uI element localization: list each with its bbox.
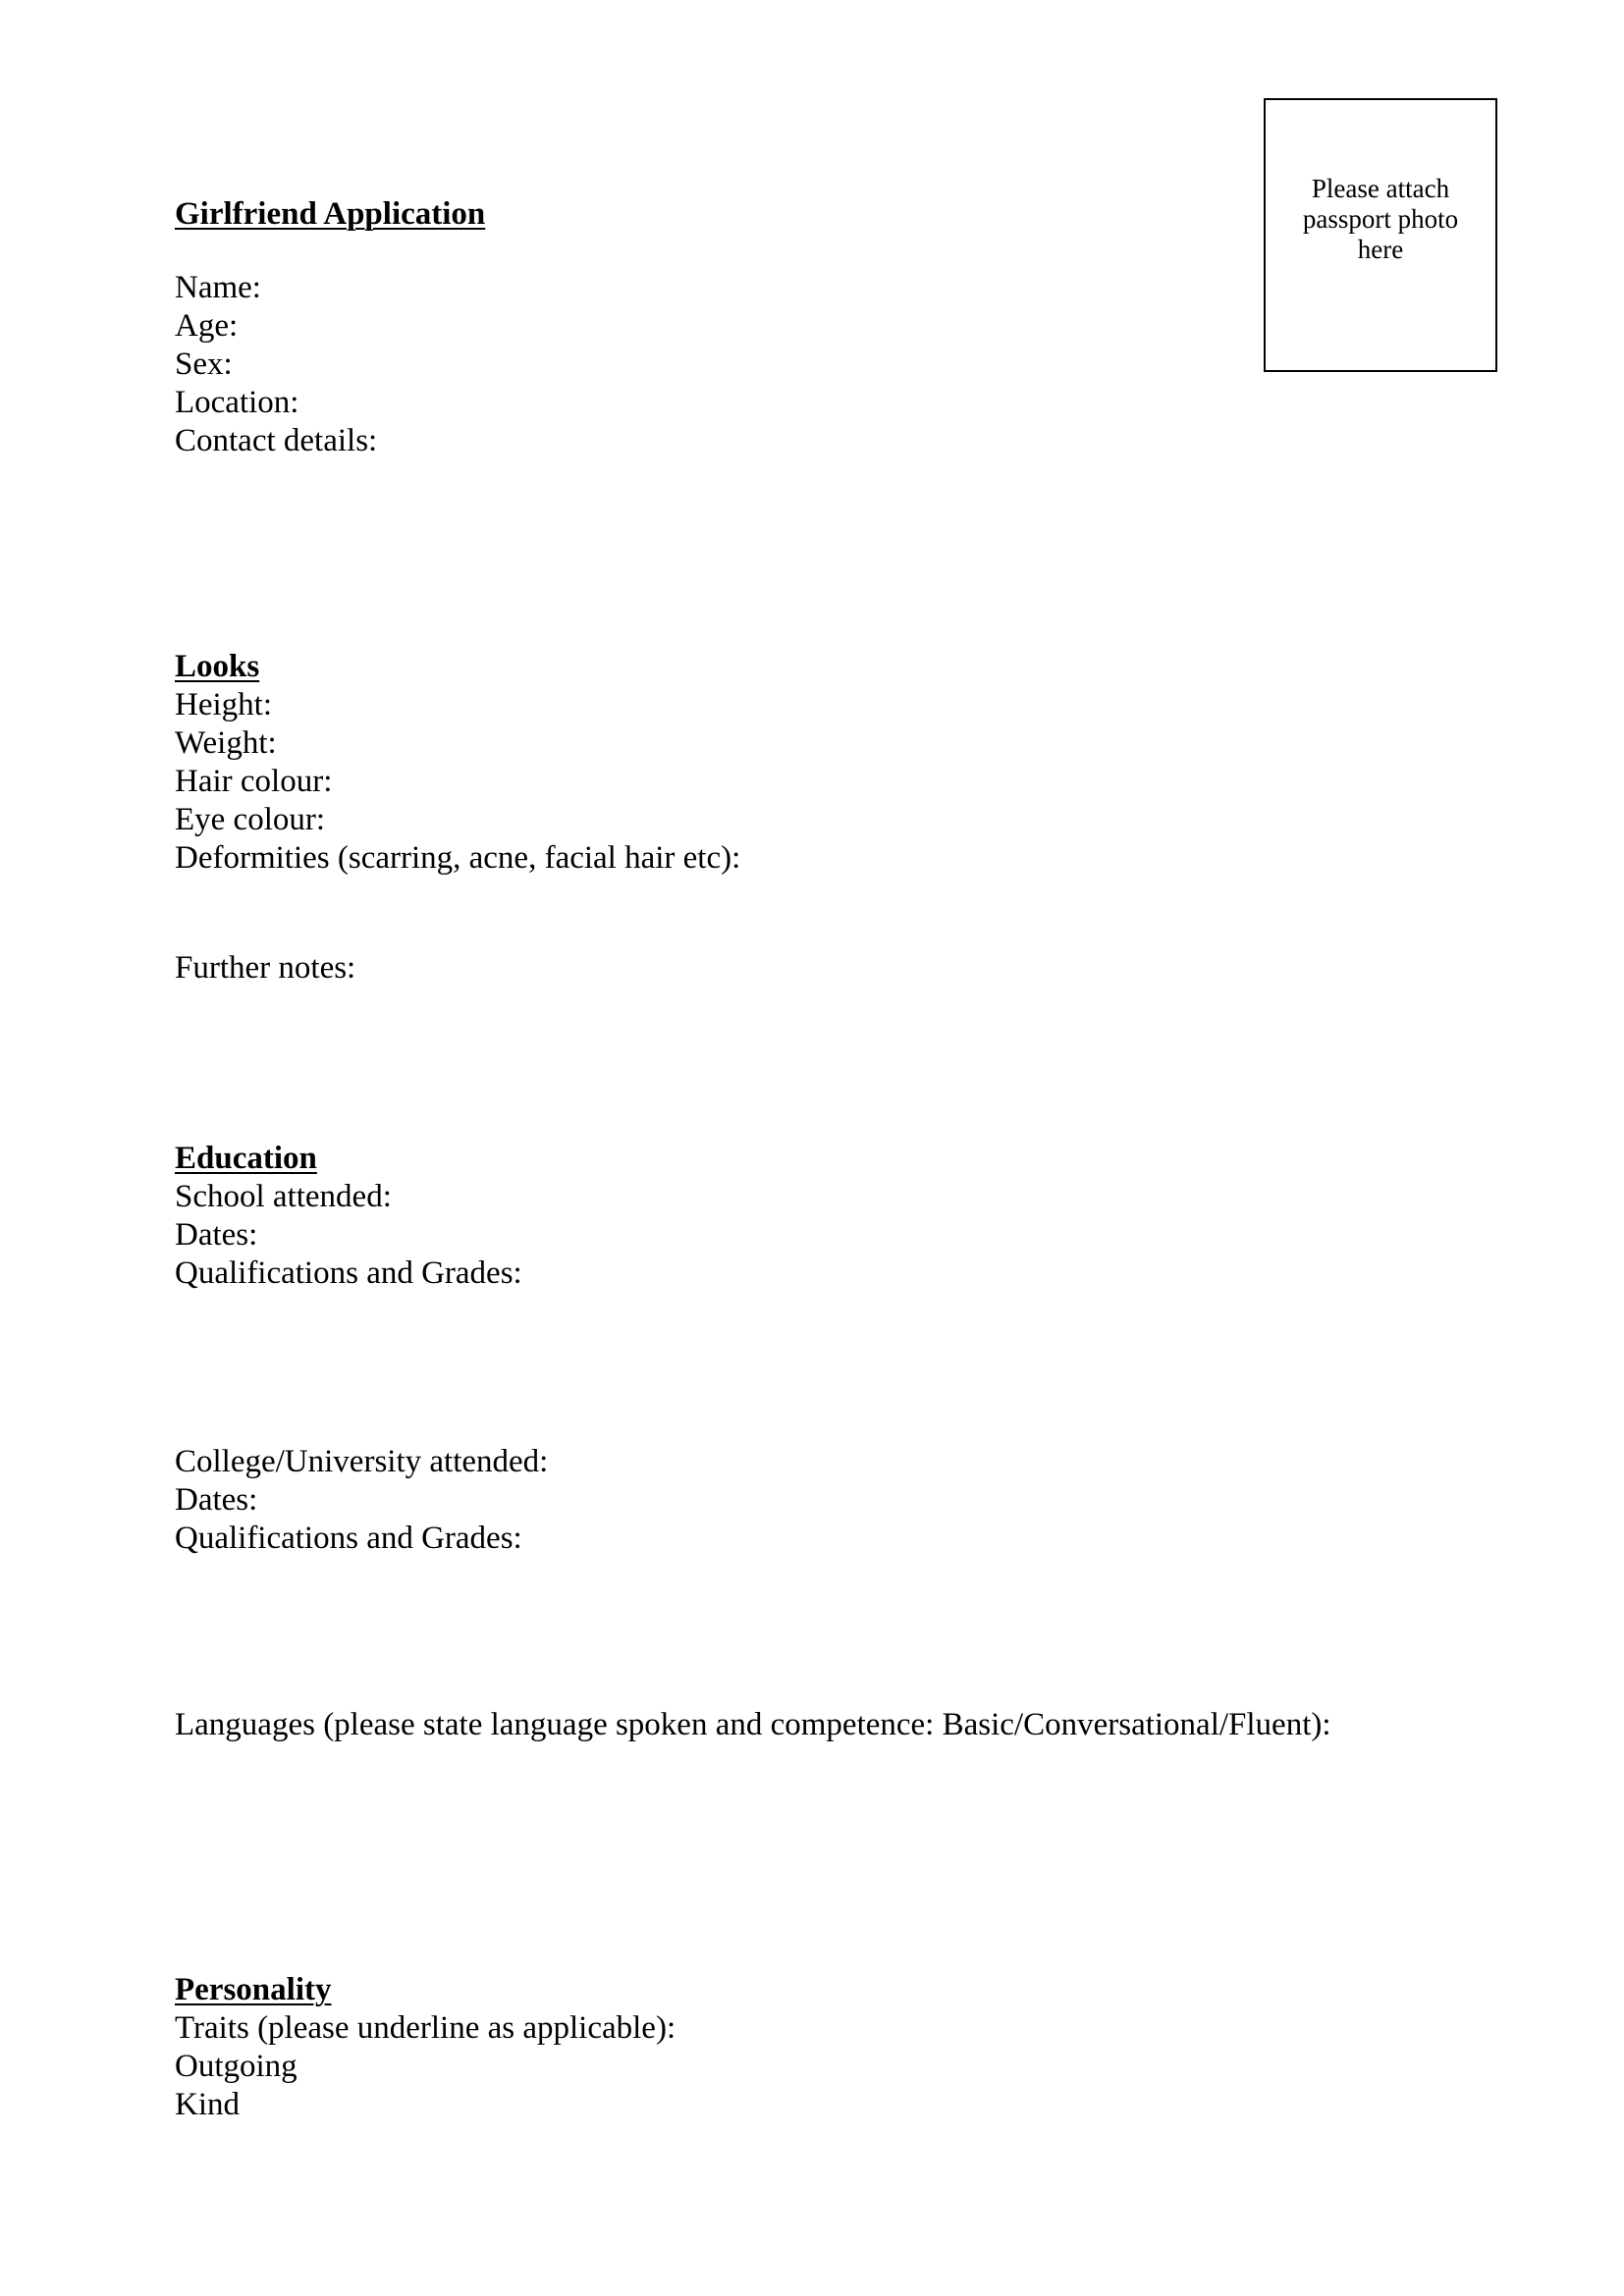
- field-college-qualifications-label: Qualifications and Grades:: [175, 1521, 522, 1556]
- field-college-attended-label: College/University attended:: [175, 1444, 549, 1479]
- field-traits-label: Traits (please underline as applicable):: [175, 2010, 677, 2046]
- personality-heading: Personality: [175, 1972, 332, 2007]
- field-school-attended-label: School attended:: [175, 1179, 392, 1214]
- field-location-label: Location:: [175, 385, 299, 420]
- field-college-dates-label: Dates:: [175, 1482, 258, 1518]
- education-heading: Education: [175, 1141, 317, 1176]
- photo-instruction-line: passport photo: [1302, 204, 1459, 234]
- field-hair-colour-label: Hair colour:: [175, 764, 333, 799]
- passport-photo-box: [1264, 98, 1497, 372]
- field-school-dates-label: Dates:: [175, 1217, 258, 1253]
- field-name-label: Name:: [175, 270, 261, 305]
- field-contact-details-label: Contact details:: [175, 423, 378, 458]
- field-further-notes-label: Further notes:: [175, 950, 356, 986]
- photo-instruction-line: here: [1357, 235, 1404, 264]
- field-height-label: Height:: [175, 687, 272, 722]
- field-deformities-label: Deformities (scarring, acne, facial hair etc):: [175, 840, 741, 876]
- field-eye-colour-label: Eye colour:: [175, 802, 326, 837]
- document-title: Girlfriend Application: [175, 196, 486, 232]
- field-age-label: Age:: [175, 308, 239, 344]
- trait-option-outgoing: Outgoing: [175, 2049, 298, 2084]
- field-weight-label: Weight:: [175, 725, 277, 761]
- field-school-qualifications-label: Qualifications and Grades:: [175, 1255, 522, 1291]
- field-languages-label: Languages (please state language spoken and competence: Basic/Conversational/Fluent):: [175, 1707, 1331, 1742]
- trait-option-kind: Kind: [175, 2087, 240, 2122]
- looks-heading: Looks: [175, 649, 260, 684]
- photo-instructions: [1266, 174, 1495, 265]
- field-sex-label: Sex:: [175, 347, 233, 382]
- photo-instruction-line: Please attach: [1311, 174, 1450, 203]
